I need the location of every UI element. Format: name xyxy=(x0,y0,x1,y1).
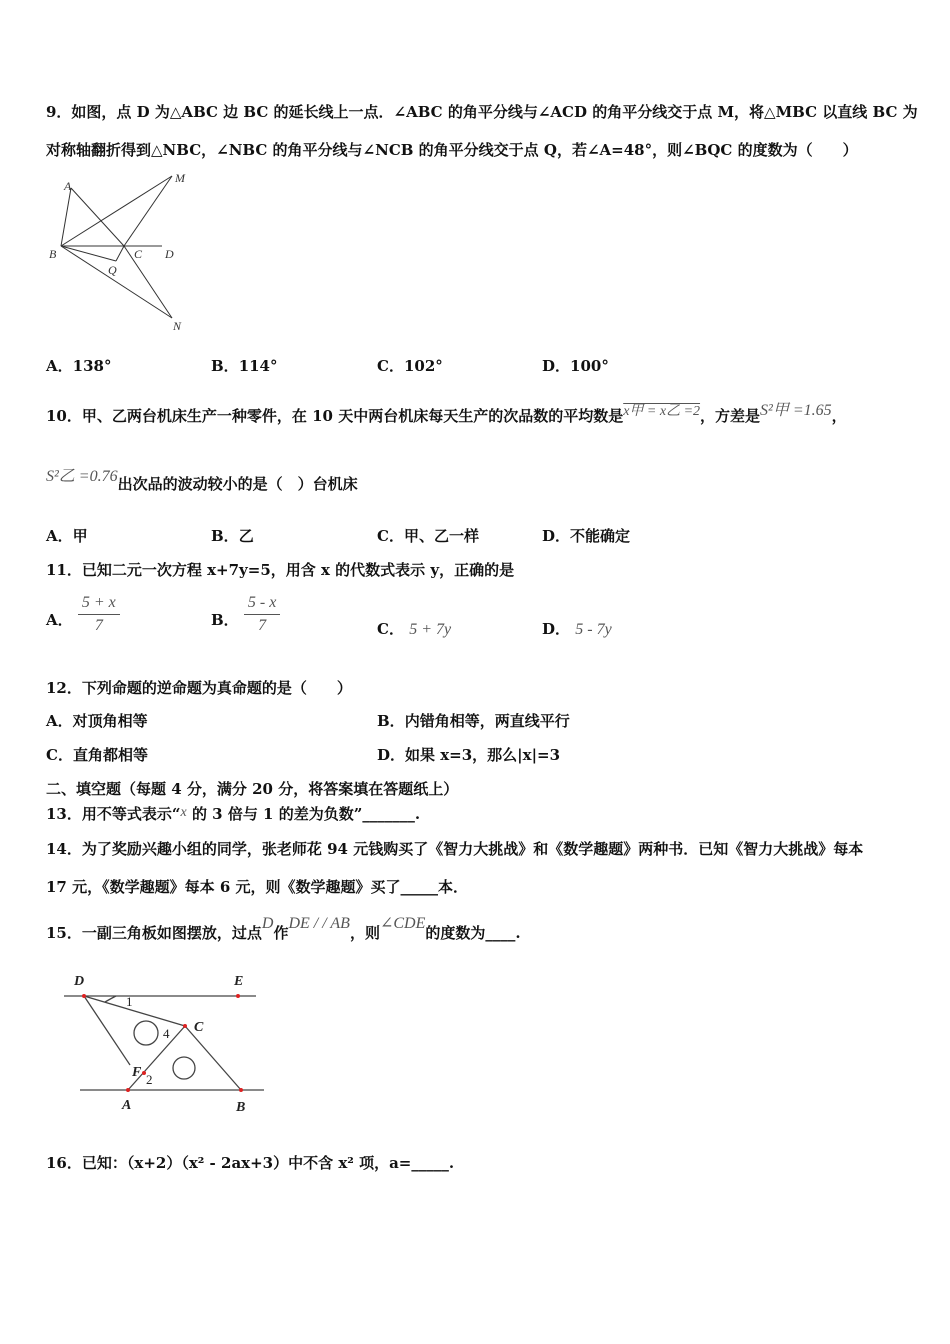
label-N: N xyxy=(173,319,182,333)
label-angle-2: 2 xyxy=(146,1072,153,1087)
q10-stem-line2: S²乙 =0.76出次品的波动较小的是（ ）台机床 xyxy=(46,468,358,493)
label-angle-4: 4 xyxy=(163,1026,170,1041)
label-A: A xyxy=(122,1098,132,1113)
q12-option-d[interactable]: D．如果 x=3，那么|x|=3 xyxy=(377,746,561,764)
label-E: E xyxy=(234,974,244,989)
seg-BA xyxy=(61,188,71,246)
seg-DF xyxy=(84,996,130,1065)
q15-parallel-expr: DE / / AB xyxy=(288,915,350,932)
label-B: B xyxy=(49,247,57,261)
label-Q: Q xyxy=(108,263,117,277)
angle-1-arc xyxy=(105,996,116,1002)
q9-option-b[interactable]: B．114° xyxy=(211,357,278,375)
point-D xyxy=(82,994,86,998)
label-M: M xyxy=(175,171,185,185)
hole-small-triangle xyxy=(134,1021,158,1045)
hole-large-triangle xyxy=(173,1057,195,1079)
q9-option-d[interactable]: D．100° xyxy=(542,357,609,375)
label-D: D xyxy=(74,974,85,989)
q11-option-b[interactable]: B． $\frac{5 - x}{7}$ xyxy=(211,594,280,635)
q12-option-a[interactable]: A．对顶角相等 xyxy=(46,712,148,730)
point-C xyxy=(183,1024,187,1028)
q14-stem-line1: 14．为了奖励兴趣小组的同学，张老师花 94 元钱购买了《智力大挑战》和《数学趣题》两种书．已知《智力大挑战》每本 xyxy=(46,840,864,858)
label-B: B xyxy=(236,1100,246,1115)
q9-stem-line2: 对称轴翻折得到△NBC，∠NBC 的角平分线与∠NCB 的角平分线交于点 Q，若∠A=48°，则∠BQC 的度数为（ ） xyxy=(46,141,858,159)
point-A xyxy=(126,1088,130,1092)
q14-stem-line2: 17 元，《数学趣题》每本 6 元，则《数学趣题》买了_____本． xyxy=(46,878,468,896)
q9-option-a[interactable]: A．138° xyxy=(46,357,112,375)
q10-option-c[interactable]: C．甲、乙一样 xyxy=(377,527,479,545)
label-D: D xyxy=(165,247,174,261)
label-F: F xyxy=(132,1065,142,1080)
q12-stem: 12．下列命题的逆命题为真命题的是（ ） xyxy=(46,679,352,697)
label-A: A xyxy=(64,179,72,193)
q10-option-a[interactable]: A．甲 xyxy=(46,527,88,545)
seg-CB xyxy=(185,1026,241,1090)
q9-stem-line1: 9．如图，点 D 为△ABC 边 BC 的延长线上一点．∠ABC 的角平分线与∠ACD 的角平分线交于点 M，将△MBC 以直线 BC 为 xyxy=(46,103,918,121)
q9-figure xyxy=(44,168,204,338)
q9-option-c[interactable]: C．102° xyxy=(377,357,443,375)
seg-AC xyxy=(128,1026,185,1090)
q16-stem: 16．已知：（x+2）（x² - 2ax+3）中不含 x² 项，a=_____. xyxy=(46,1154,455,1172)
seg-BM xyxy=(61,176,172,246)
q11-option-d[interactable]: D． 5 - 7y xyxy=(542,620,612,638)
q15-stem: 15．一副三角板如图摆放，过点D作DE / / AB，则∠CDE的度数为____. xyxy=(46,915,521,942)
q10-option-d[interactable]: D．不能确定 xyxy=(542,527,631,545)
q15-figure xyxy=(60,968,275,1118)
q10-mean-formula: x甲 = x乙 =2 xyxy=(623,404,701,419)
seg-CM xyxy=(124,176,172,246)
q13-stem: 13．用不等式表示“x 的 3 倍与 1 的差为负数”_______. xyxy=(46,805,421,823)
q11-stem: 11．已知二元一次方程 x+7y=5，用含 x 的代数式表示 y，正确的是 xyxy=(46,561,515,579)
q12-option-c[interactable]: C．直角都相等 xyxy=(46,746,148,764)
q10-option-b[interactable]: B．乙 xyxy=(211,527,254,545)
q10-variance-jia: S²甲 =1.65 xyxy=(760,402,832,419)
label-C: C xyxy=(134,247,143,261)
q12-option-b[interactable]: B．内错角相等，两直线平行 xyxy=(377,712,570,730)
q15-angle-cde: ∠CDE xyxy=(379,915,426,932)
q11-option-a[interactable]: A． $\frac{5 + x}{7}$ xyxy=(46,594,120,635)
point-B xyxy=(239,1088,243,1092)
q10-variance-yi: S²乙 =0.76 xyxy=(46,468,118,485)
point-E xyxy=(236,994,240,998)
seg-BQ xyxy=(61,246,116,261)
label-angle-1: 1 xyxy=(126,994,133,1009)
seg-DC xyxy=(84,996,185,1026)
label-C: C xyxy=(194,1020,204,1035)
q10-stem-line1: 10．甲、乙两台机床生产一种零件，在 10 天中两台机床每天生产的次品数的平均数是x甲 = x乙 =2，方差是S²甲 =1.65， xyxy=(46,402,847,425)
seg-QC xyxy=(116,246,124,261)
q11-option-c[interactable]: C． 5 + 7y xyxy=(377,620,452,638)
seg-AC xyxy=(71,188,124,246)
seg-BN xyxy=(61,246,172,318)
section2-heading: 二、填空题（每题 4 分，满分 20 分，将答案填在答题纸上） xyxy=(46,780,459,798)
